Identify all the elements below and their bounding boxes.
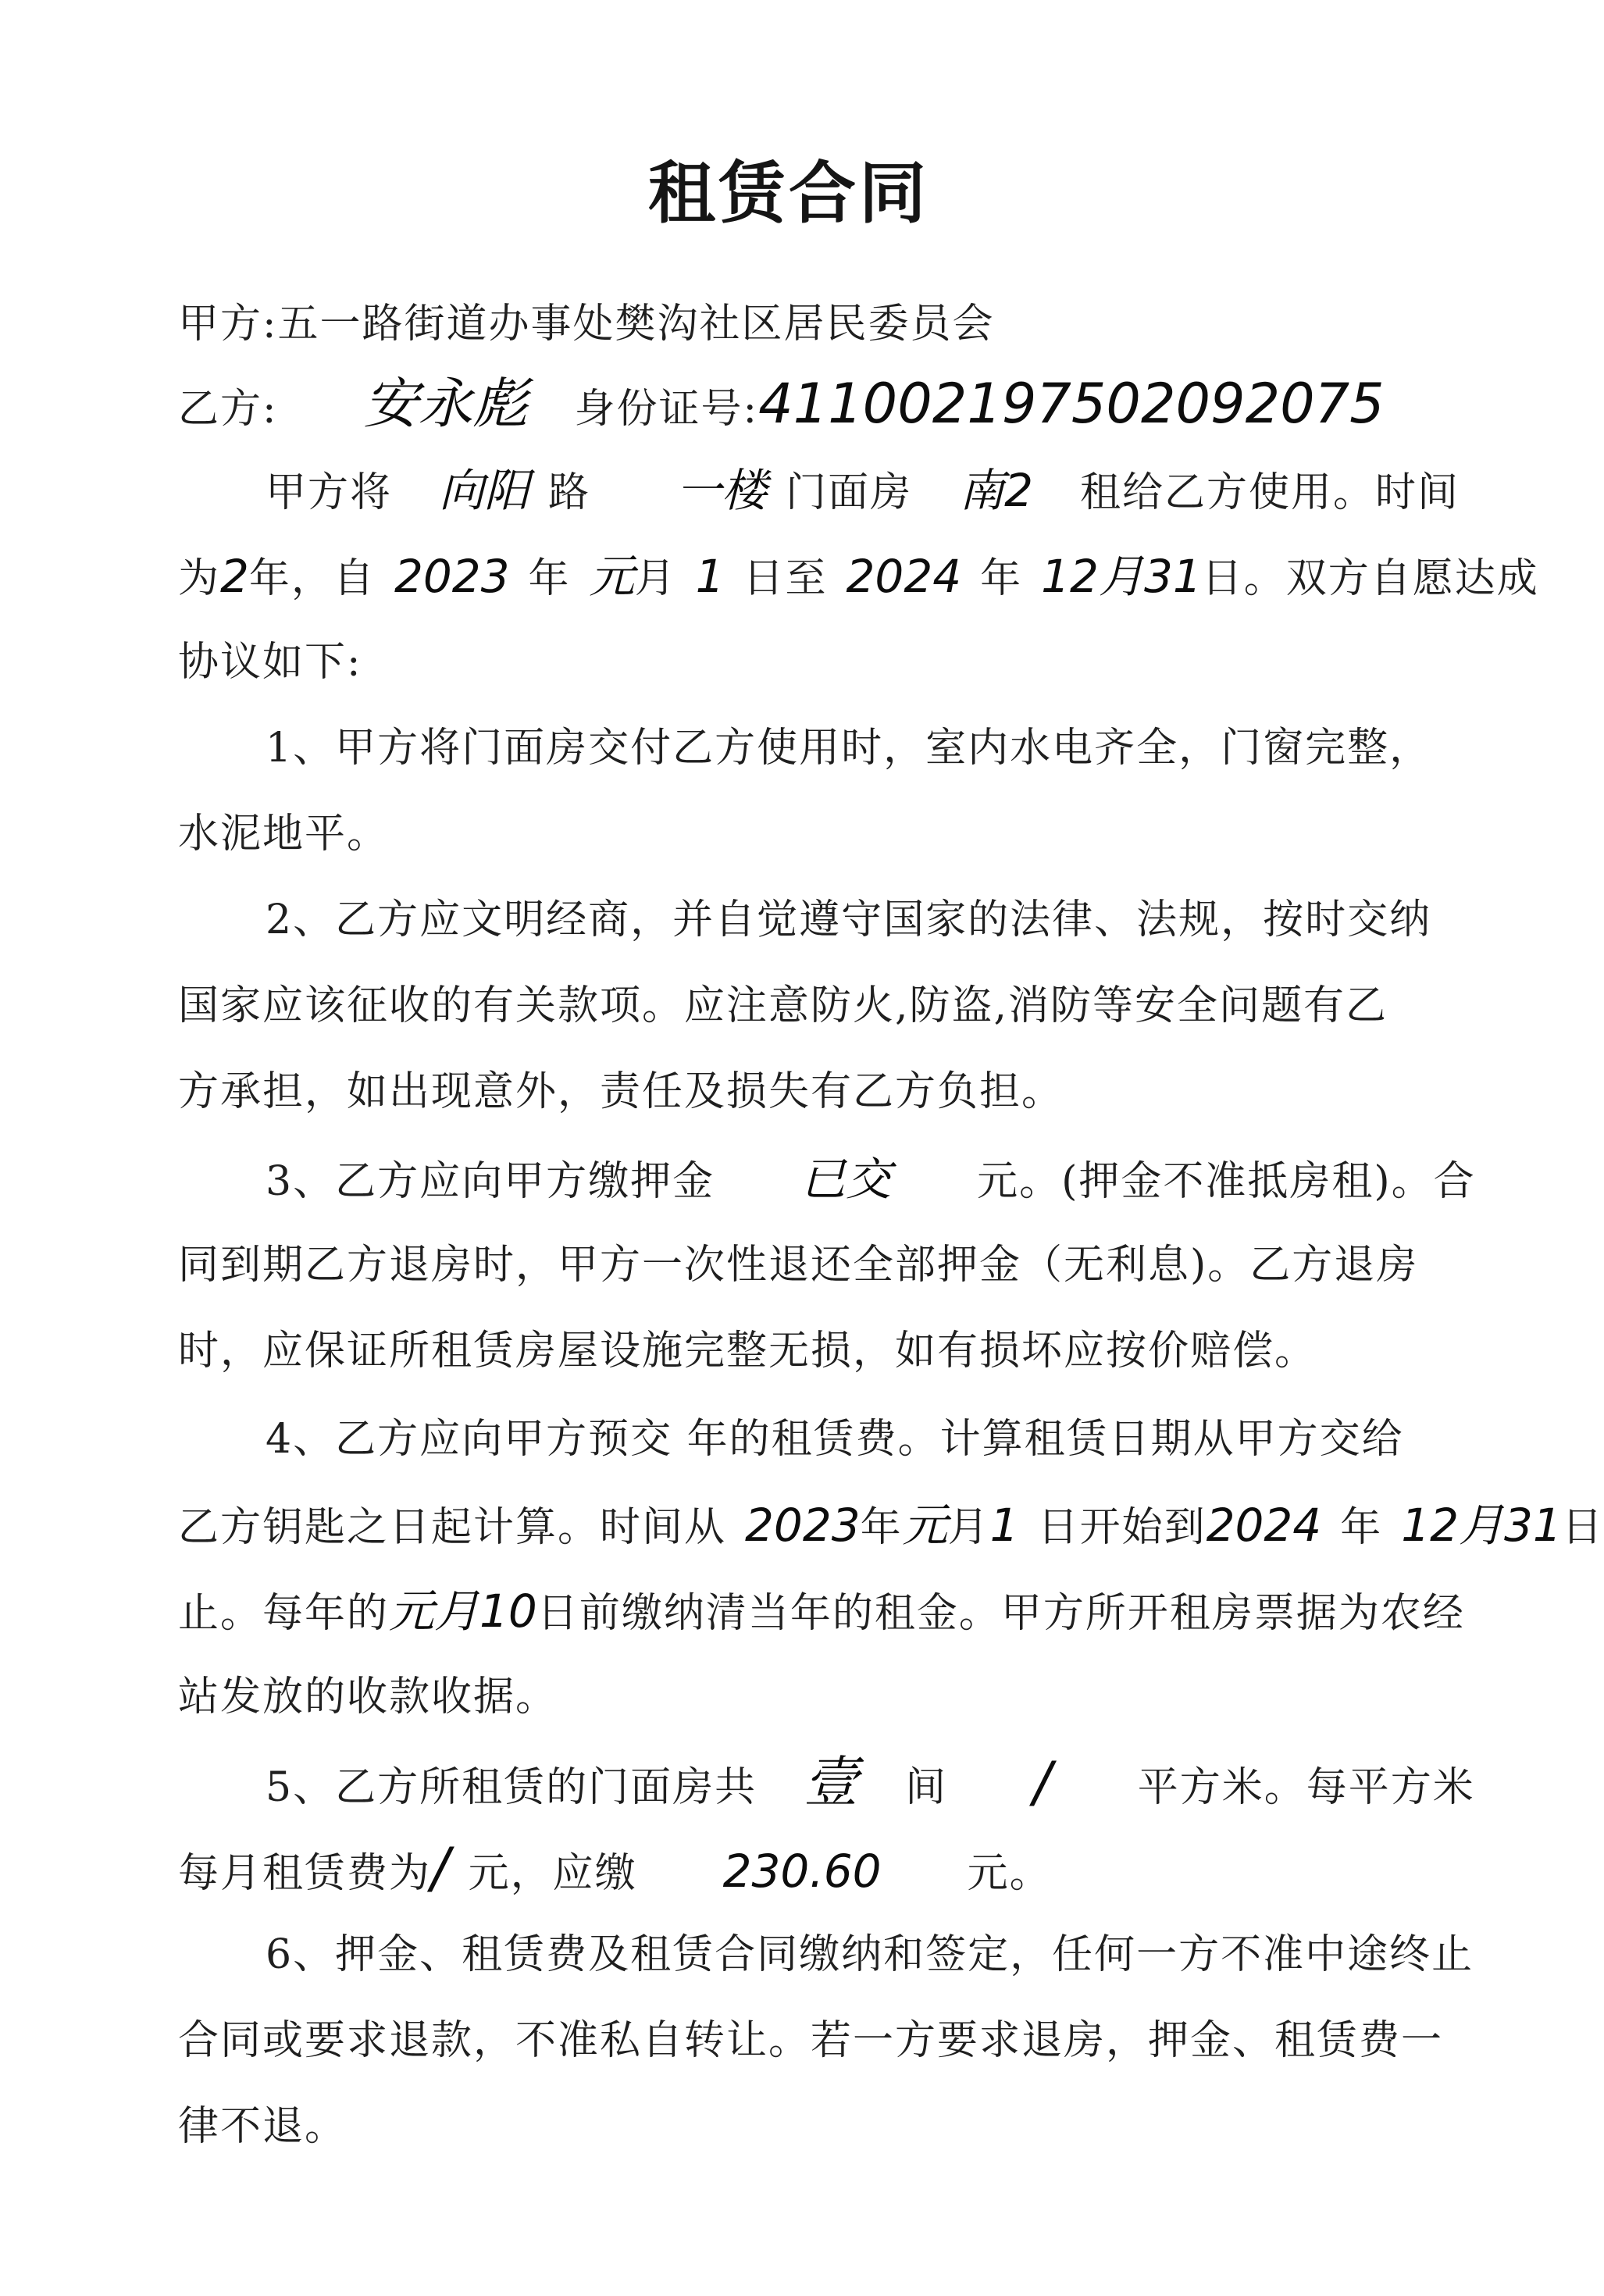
clause-1-line-2: 水泥地平。 xyxy=(178,811,390,857)
unit-value: 南2 xyxy=(959,464,1033,517)
intro-text: 年，自 xyxy=(248,555,376,602)
road-name: 向阳 xyxy=(439,464,530,517)
clause-text: 平方米。每平方米 xyxy=(1137,1764,1475,1811)
party-a-name: 五一路街道办事处樊沟社区居民委员会 xyxy=(277,301,995,348)
document-title: 租赁合同 xyxy=(648,155,929,233)
amount-due: 230.60 xyxy=(722,1845,882,1898)
intro-text: 门面房 xyxy=(786,469,913,516)
clause-text: 日开始到 xyxy=(1037,1504,1207,1551)
end-date: 12月31 xyxy=(1041,550,1202,603)
clause-text: 元。(押金不准抵房租)。合 xyxy=(977,1158,1476,1205)
party-b-line xyxy=(178,365,1428,443)
start-day: 1 xyxy=(695,550,725,603)
to-year: 2024 xyxy=(1206,1499,1322,1552)
clause-1-line-1: 1、甲方将门面房交付乙方使用时，室内水电齐全，门窗完整， xyxy=(266,725,1432,772)
area-value: / xyxy=(1033,1750,1052,1814)
clause-2-line-2: 国家应该征收的有关款项。应注意防火,防盗,消防等安全问题有乙 xyxy=(178,982,1388,1029)
intro-line-1 xyxy=(266,451,1460,529)
intro-text: 甲方将 xyxy=(266,469,393,516)
clause-text: 5、乙方所租赁的门面房共 xyxy=(266,1764,757,1811)
intro-line-3: 协议如下: xyxy=(178,639,362,686)
id-number: 411002197502092075 xyxy=(758,372,1385,436)
clause-6-line-3: 律不退。 xyxy=(178,2103,348,2150)
intro-text: 月 xyxy=(634,555,677,602)
intro-text: 年 xyxy=(980,555,1023,602)
clause-text: 日前缴纳清当年的租金。甲方所开租房票据为农经 xyxy=(536,1590,1465,1637)
clause-text: 年 xyxy=(860,1504,903,1551)
clause-text: 3、乙方应向甲方缴押金 xyxy=(266,1158,715,1205)
intro-text: 日至 xyxy=(743,555,828,602)
from-year: 2023 xyxy=(745,1499,861,1552)
clause-3-line-1 xyxy=(266,1140,1476,1218)
clause-text: 每月租赁费为 xyxy=(178,1850,432,1897)
party-b-label: 乙方: xyxy=(178,386,278,433)
intro-text: 年 xyxy=(528,555,571,602)
clause-text: 日 xyxy=(1561,1504,1604,1551)
clause-4-line-3 xyxy=(178,1572,1465,1650)
party-b-name: 安永彪 xyxy=(363,372,528,436)
end-year: 2024 xyxy=(846,550,962,603)
floor-value: 一楼 xyxy=(676,464,768,517)
clause-6-line-1: 6、押金、租赁费及租赁合同缴纳和签定，任何一方不准中途终止 xyxy=(266,1931,1474,1978)
pay-date: 元月10 xyxy=(389,1585,537,1638)
clause-text: 元，应缴 xyxy=(468,1850,637,1897)
to-date: 12月31 xyxy=(1401,1499,1562,1552)
clause-4-line-1: 4、乙方应向甲方预交 年的租赁费。计算租赁日期从甲方交给 xyxy=(266,1416,1404,1463)
room-count: 壹 xyxy=(804,1750,859,1814)
deposit-value: 已交 xyxy=(800,1153,892,1206)
party-a-label: 甲方: xyxy=(178,301,278,348)
clause-5-line-1 xyxy=(266,1743,1475,1821)
from-month: 元 xyxy=(902,1499,948,1552)
clause-4-line-4: 站发放的收款收据。 xyxy=(178,1674,558,1720)
clause-2-line-3: 方承担，如出现意外，责任及损失有乙方负担。 xyxy=(178,1068,1064,1115)
start-month: 元 xyxy=(589,550,635,603)
intro-text: 路 xyxy=(548,469,591,516)
clause-text: 间 xyxy=(905,1764,948,1811)
start-year: 2023 xyxy=(394,550,510,603)
from-day: 1 xyxy=(989,1499,1019,1552)
intro-line-2 xyxy=(178,537,1539,615)
clause-text: 乙方钥匙之日起计算。时间从 xyxy=(178,1504,727,1551)
clause-text: 元。 xyxy=(967,1850,1052,1897)
clause-text: 月 xyxy=(947,1504,990,1551)
id-label: 身份证号: xyxy=(574,386,759,433)
clause-3-line-2: 同到期乙方退房时，甲方一次性退还全部押金（无利息)。乙方退房 xyxy=(178,1242,1419,1289)
intro-text: 为 xyxy=(178,555,221,602)
intro-text: 日。双方自愿达成 xyxy=(1201,555,1539,602)
clause-5-line-2 xyxy=(178,1829,1428,1907)
clause-4-line-2 xyxy=(178,1486,1604,1564)
party-a-line xyxy=(178,285,1428,363)
clause-text: 年 xyxy=(1340,1504,1383,1551)
clause-6-line-2: 合同或要求退款，不准私自转让。若一方要求退房，押金、租赁费一 xyxy=(178,2017,1444,2064)
term-years: 2 xyxy=(220,550,249,603)
clause-3-line-3: 时，应保证所租赁房屋设施完整无损，如有损坏应按价赔偿。 xyxy=(178,1328,1317,1374)
unit-price: / xyxy=(431,1836,450,1900)
clause-2-line-1: 2、乙方应文明经商，并自觉遵守国家的法律、法规，按时交纳 xyxy=(266,897,1432,943)
clause-text: 止。每年的 xyxy=(178,1590,390,1637)
intro-text: 租给乙方使用。时间 xyxy=(1079,469,1460,516)
